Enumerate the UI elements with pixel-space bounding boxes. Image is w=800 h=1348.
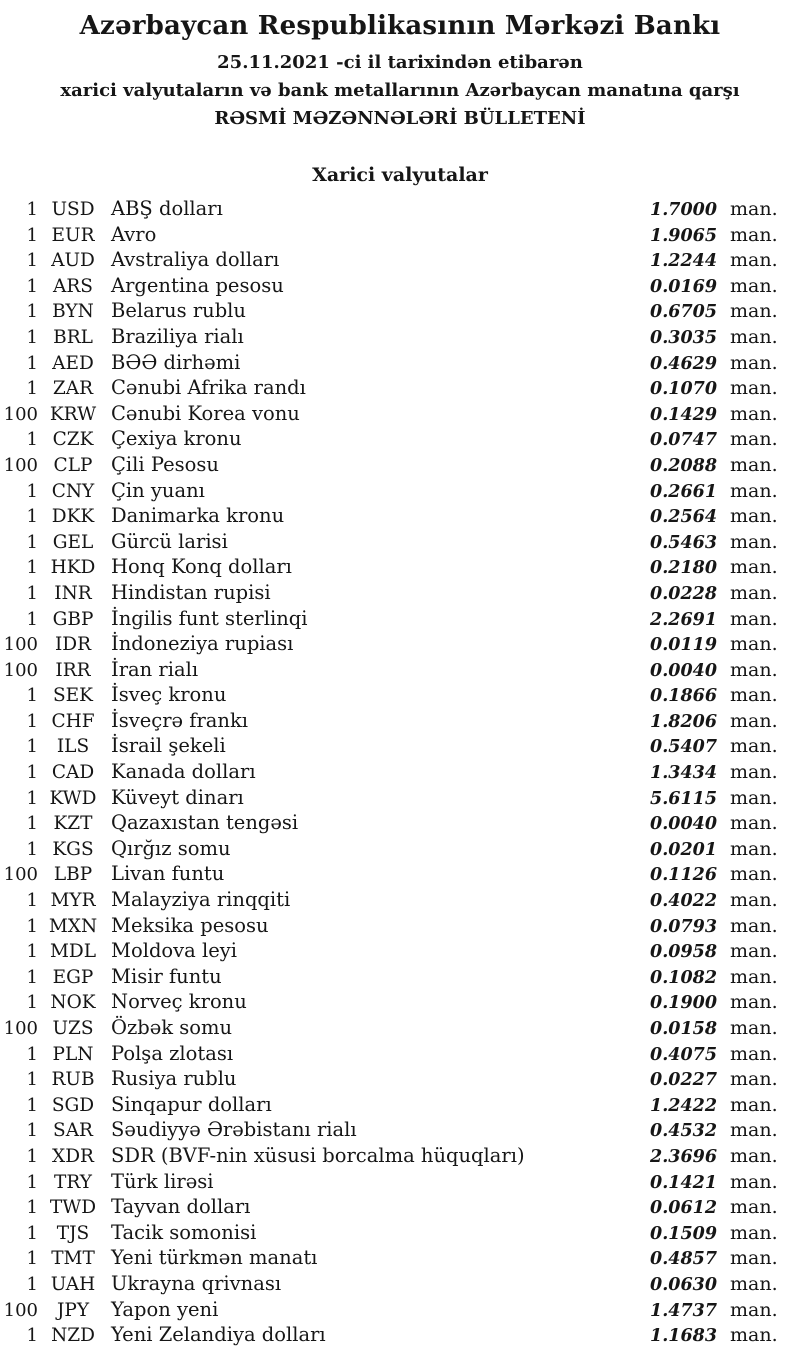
rate-value-cell: 0.4532 xyxy=(650,1121,717,1142)
unit-label-cell: man. xyxy=(730,940,778,963)
rate-value-cell: 0.0612 xyxy=(650,1198,717,1219)
quantity-cell: 1 xyxy=(26,224,38,246)
rate-value-cell: 0.1429 xyxy=(650,404,717,425)
currency-name-cell: Çili Pesosu xyxy=(111,452,219,476)
effective-date-line: 25.11.2021 -ci il tarixindən etibarən xyxy=(217,52,583,73)
quantity-cell: 1 xyxy=(26,301,38,323)
rate-value-cell: 0.4629 xyxy=(650,353,717,374)
currency-name-cell: Yapon yeni xyxy=(111,1297,219,1321)
quantity-cell: 1 xyxy=(26,1120,38,1142)
currency-name-cell: Gürcü larisi xyxy=(111,529,228,553)
currency-code-cell: CNY xyxy=(51,480,95,502)
currency-code-cell: CZK xyxy=(52,429,94,451)
quantity-cell: 1 xyxy=(26,378,38,400)
rate-row xyxy=(0,426,800,452)
rate-row xyxy=(0,989,800,1015)
quantity-cell: 1 xyxy=(26,1069,38,1091)
unit-label-cell: man. xyxy=(730,1144,778,1167)
quantity-cell: 1 xyxy=(26,199,38,220)
currency-code-cell: GEL xyxy=(52,531,94,553)
rate-value-cell: 0.0630 xyxy=(650,1274,717,1295)
rate-row xyxy=(0,1271,800,1297)
rate-value-cell: 5.6115 xyxy=(650,788,717,809)
rate-value-cell: 0.4022 xyxy=(650,891,717,912)
currency-name-cell: Cənubi Afrika randı xyxy=(111,376,306,400)
unit-label-cell: man. xyxy=(730,1170,778,1193)
rate-value-cell: 1.3434 xyxy=(650,763,717,784)
quantity-cell: 100 xyxy=(3,659,38,681)
rate-row xyxy=(0,554,800,580)
unit-label-cell: man. xyxy=(730,1247,778,1270)
currency-name-cell: Çin yuanı xyxy=(111,478,205,502)
unit-label-cell: man. xyxy=(730,607,778,630)
currency-code-cell: BRL xyxy=(53,326,93,348)
unit-label-cell: man. xyxy=(730,812,778,835)
rate-value-cell: 0.4857 xyxy=(650,1249,717,1270)
currency-name-cell: Malayziya rinqqiti xyxy=(111,888,291,912)
rate-row xyxy=(0,861,800,887)
currency-code-cell: EUR xyxy=(51,224,95,246)
quantity-cell: 1 xyxy=(26,1248,38,1270)
currency-name-cell: Ukrayna qrivnası xyxy=(111,1271,282,1295)
rate-value-cell: 0.2661 xyxy=(650,481,717,502)
currency-code-cell: IRR xyxy=(55,659,91,681)
currency-code-cell: LBP xyxy=(53,864,93,886)
currency-code-cell: KGS xyxy=(52,838,94,860)
currency-code-cell: JPY xyxy=(56,1299,90,1321)
currency-code-cell: CLP xyxy=(53,454,93,476)
rate-row xyxy=(0,1092,800,1118)
rate-row xyxy=(0,964,800,990)
unit-label-cell: man. xyxy=(730,965,778,988)
rate-value-cell: 1.9065 xyxy=(650,225,717,246)
rate-value-cell: 2.3696 xyxy=(650,1146,717,1167)
rate-row xyxy=(0,657,800,683)
rate-row xyxy=(0,324,800,350)
quantity-cell: 1 xyxy=(26,838,38,860)
unit-label-cell: man. xyxy=(730,300,778,323)
rate-row xyxy=(0,1194,800,1220)
quantity-cell: 1 xyxy=(26,685,38,707)
exchange-rates-table xyxy=(0,196,800,1348)
currency-name-cell: Tacik somonisi xyxy=(111,1220,257,1244)
currency-name-cell: İsveçrə frankı xyxy=(111,708,249,732)
rate-value-cell: 0.2564 xyxy=(650,507,717,528)
currency-code-cell: TWD xyxy=(49,1197,97,1219)
quantity-cell: 100 xyxy=(3,864,38,886)
rate-value-cell: 0.0040 xyxy=(650,814,717,835)
rate-row xyxy=(0,503,800,529)
currency-name-cell: Səudiyyə Ərəbistanı rialı xyxy=(111,1118,357,1142)
rate-row xyxy=(0,913,800,939)
currency-name-cell: ABŞ dolları xyxy=(111,197,223,220)
rate-row xyxy=(0,247,800,273)
rate-row xyxy=(0,1015,800,1041)
rate-value-cell: 0.0201 xyxy=(650,839,717,860)
currency-code-cell: TMT xyxy=(51,1248,95,1270)
quantity-cell: 1 xyxy=(26,608,38,630)
rate-row xyxy=(0,196,800,222)
rate-row xyxy=(0,222,800,248)
rate-value-cell: 0.1070 xyxy=(650,379,717,400)
rate-row xyxy=(0,810,800,836)
currency-name-cell: Hindistan rupisi xyxy=(111,580,271,604)
rate-row xyxy=(0,836,800,862)
rate-row xyxy=(0,1297,800,1323)
unit-label-cell: man. xyxy=(730,428,778,451)
unit-label-cell: man. xyxy=(730,837,778,860)
rate-row xyxy=(0,606,800,632)
currency-code-cell: NZD xyxy=(51,1325,95,1347)
currency-name-cell: Polşa zlotası xyxy=(111,1041,234,1065)
rate-row xyxy=(0,1220,800,1246)
currency-code-cell: UAH xyxy=(50,1273,96,1295)
unit-label-cell: man. xyxy=(730,1093,778,1116)
rate-value-cell: 1.7000 xyxy=(650,200,717,220)
unit-label-cell: man. xyxy=(730,786,778,809)
currency-code-cell: SGD xyxy=(51,1094,95,1116)
rate-row xyxy=(0,1066,800,1092)
rate-row xyxy=(0,1143,800,1169)
bank-title: Azərbaycan Respublikasının Mərkəzi Bankı xyxy=(79,11,721,41)
rate-value-cell: 1.2244 xyxy=(650,251,717,272)
currency-name-cell: İran rialı xyxy=(111,657,199,681)
rate-value-cell: 0.1421 xyxy=(650,1172,717,1193)
rate-value-cell: 0.0119 xyxy=(650,635,717,656)
rate-value-cell: 1.1683 xyxy=(650,1326,717,1347)
quantity-cell: 1 xyxy=(26,736,38,758)
unit-label-cell: man. xyxy=(730,479,778,502)
currency-name-cell: İsrail şekeli xyxy=(111,734,226,758)
rate-value-cell: 0.0169 xyxy=(650,276,717,297)
rate-value-cell: 0.0227 xyxy=(650,1070,717,1091)
rate-value-cell: 0.5407 xyxy=(650,737,717,758)
quantity-cell: 100 xyxy=(3,1299,38,1321)
rate-value-cell: 0.3035 xyxy=(650,327,717,348)
rate-value-cell: 0.2180 xyxy=(650,558,717,579)
rate-value-cell: 0.0793 xyxy=(650,916,717,937)
quantity-cell: 1 xyxy=(26,250,38,272)
unit-label-cell: man. xyxy=(730,377,778,400)
quantity-cell: 1 xyxy=(26,813,38,835)
currency-name-cell: Moldova leyi xyxy=(111,939,238,963)
quantity-cell: 1 xyxy=(26,506,38,528)
rate-row xyxy=(0,529,800,555)
unit-label-cell: man. xyxy=(730,530,778,553)
rate-row xyxy=(0,375,800,401)
unit-label-cell: man. xyxy=(730,1324,778,1347)
rate-value-cell: 2.2691 xyxy=(650,609,717,630)
currency-code-cell: CHF xyxy=(51,710,95,732)
unit-label-cell: man. xyxy=(730,1119,778,1142)
currency-name-cell: Danimarka kronu xyxy=(111,504,285,528)
rate-value-cell: 0.0040 xyxy=(650,660,717,681)
currency-name-cell: Livan funtu xyxy=(111,862,225,886)
currency-code-cell: HKD xyxy=(50,557,96,579)
unit-label-cell: man. xyxy=(730,658,778,681)
unit-label-cell: man. xyxy=(730,1196,778,1219)
unit-label-cell: man. xyxy=(730,274,778,297)
unit-label-cell: man. xyxy=(730,351,778,374)
currency-name-cell: Avro xyxy=(111,222,157,246)
currency-name-cell: Belarus rublu xyxy=(111,299,246,323)
quantity-cell: 1 xyxy=(26,275,38,297)
currency-name-cell: BƏƏ dirhəmi xyxy=(111,350,241,374)
currency-code-cell: ZAR xyxy=(52,378,94,400)
currency-name-cell: Norveç kronu xyxy=(111,990,247,1014)
unit-label-cell: man. xyxy=(730,1042,778,1065)
currency-name-cell: Çexiya kronu xyxy=(111,427,242,451)
unit-label-cell: man. xyxy=(730,556,778,579)
currency-name-cell: Küveyt dinarı xyxy=(111,785,244,809)
rate-row xyxy=(0,759,800,785)
currency-code-cell: AUD xyxy=(51,250,95,272)
currency-code-cell: KZT xyxy=(53,813,93,835)
rate-value-cell: 0.1082 xyxy=(650,967,717,988)
quantity-cell: 1 xyxy=(26,966,38,988)
rate-row xyxy=(0,1322,800,1348)
rate-value-cell: 1.4737 xyxy=(650,1300,717,1321)
unit-label-cell: man. xyxy=(730,1221,778,1244)
rate-value-cell: 1.2422 xyxy=(650,1095,717,1116)
quantity-cell: 1 xyxy=(26,710,38,732)
quantity-cell: 100 xyxy=(3,1018,38,1039)
rate-value-cell: 0.0228 xyxy=(650,583,717,604)
rate-row xyxy=(0,273,800,299)
currency-code-cell: UZS xyxy=(52,1018,94,1039)
unit-label-cell: man. xyxy=(730,223,778,246)
quantity-cell: 1 xyxy=(26,992,38,1014)
quantity-cell: 1 xyxy=(26,890,38,912)
currency-code-cell: MDL xyxy=(49,941,97,963)
currency-code-cell: PLN xyxy=(52,1043,94,1065)
rate-row xyxy=(0,708,800,734)
currency-code-cell: XDR xyxy=(52,1145,94,1167)
quantity-cell: 1 xyxy=(26,915,38,937)
currency-code-cell: IDR xyxy=(54,634,92,656)
currency-name-cell: İndoneziya rupiası xyxy=(111,632,294,656)
unit-label-cell: man. xyxy=(730,1068,778,1091)
rate-row xyxy=(0,733,800,759)
rate-row xyxy=(0,452,800,478)
currency-name-cell: Yeni türkmən manatı xyxy=(111,1246,318,1270)
rate-row xyxy=(0,1041,800,1067)
unit-label-cell: man. xyxy=(730,402,778,425)
currency-name-cell: Qırğız somu xyxy=(111,836,231,860)
currency-code-cell: ILS xyxy=(56,736,90,758)
quantity-cell: 1 xyxy=(26,429,38,451)
quantity-cell: 1 xyxy=(26,326,38,348)
currency-name-cell: SDR (BVF-nin xüsusi borcalma hüquqları) xyxy=(111,1143,525,1167)
rate-row xyxy=(0,478,800,504)
quantity-cell: 1 xyxy=(26,1273,38,1295)
currency-name-cell: Sinqapur dolları xyxy=(111,1092,272,1116)
quantity-cell: 1 xyxy=(26,1197,38,1219)
currency-code-cell: USD xyxy=(51,199,95,220)
rate-row xyxy=(0,580,800,606)
unit-label-cell: man. xyxy=(730,684,778,707)
rate-row xyxy=(0,1169,800,1195)
currency-name-cell: Honq Konq dolları xyxy=(111,555,292,579)
rate-row xyxy=(0,887,800,913)
currency-code-cell: MYR xyxy=(50,890,96,912)
unit-label-cell: man. xyxy=(730,633,778,656)
rate-row xyxy=(0,1117,800,1143)
currency-name-cell: Yeni Zelandiya dolları xyxy=(111,1323,326,1347)
rate-value-cell: 0.1126 xyxy=(650,865,717,886)
quantity-cell: 1 xyxy=(26,352,38,374)
currency-code-cell: CAD xyxy=(51,762,95,784)
unit-label-cell: man. xyxy=(730,1298,778,1321)
rate-value-cell: 1.8206 xyxy=(650,711,717,732)
currency-name-cell: Özbək somu xyxy=(111,1016,233,1039)
currency-code-cell: MXN xyxy=(48,915,98,937)
unit-label-cell: man. xyxy=(730,735,778,758)
currency-code-cell: KRW xyxy=(49,403,97,425)
quantity-cell: 1 xyxy=(26,1171,38,1193)
quantity-cell: 1 xyxy=(26,557,38,579)
rate-row xyxy=(0,938,800,964)
unit-label-cell: man. xyxy=(730,581,778,604)
unit-label-cell: man. xyxy=(730,1272,778,1295)
unit-label-cell: man. xyxy=(730,889,778,912)
rate-value-cell: 0.1509 xyxy=(650,1223,717,1244)
rate-row xyxy=(0,631,800,657)
unit-label-cell: man. xyxy=(730,198,778,220)
rate-value-cell: 0.6705 xyxy=(650,302,717,323)
quantity-cell: 1 xyxy=(26,480,38,502)
quantity-cell: 100 xyxy=(3,634,38,656)
currency-code-cell: SEK xyxy=(53,685,93,707)
currency-code-cell: EGP xyxy=(52,966,94,988)
currency-name-cell: Tayvan dolları xyxy=(111,1195,251,1219)
unit-label-cell: man. xyxy=(730,505,778,528)
currency-name-cell: Cənubi Korea vonu xyxy=(111,401,300,425)
currency-name-cell: Argentina pesosu xyxy=(111,273,284,297)
quantity-cell: 1 xyxy=(26,1222,38,1244)
currency-name-cell: İsveç kronu xyxy=(111,683,227,707)
currency-code-cell: ARS xyxy=(53,275,93,297)
quantity-cell: 1 xyxy=(26,1325,38,1347)
unit-label-cell: man. xyxy=(730,863,778,886)
rate-row xyxy=(0,401,800,427)
rate-row xyxy=(0,1245,800,1271)
currency-code-cell: NOK xyxy=(50,992,96,1014)
quantity-cell: 1 xyxy=(26,531,38,553)
rate-value-cell: 0.0958 xyxy=(650,942,717,963)
quantity-cell: 1 xyxy=(26,582,38,604)
currency-code-cell: BYN xyxy=(52,301,94,323)
unit-label-cell: man. xyxy=(730,325,778,348)
currency-name-cell: Rusiya rublu xyxy=(111,1067,237,1091)
section-title-foreign-currencies: Xarici valyutalar xyxy=(312,164,488,186)
currency-name-cell: Avstraliya dolları xyxy=(111,248,280,272)
rate-value-cell: 0.5463 xyxy=(650,532,717,553)
rate-value-cell: 0.0158 xyxy=(650,1019,717,1039)
document-header xyxy=(0,0,800,133)
unit-label-cell: man. xyxy=(730,709,778,732)
currency-code-cell: DKK xyxy=(51,506,95,528)
quantity-cell: 100 xyxy=(3,454,38,476)
unit-label-cell: man. xyxy=(730,453,778,476)
quantity-cell: 1 xyxy=(26,1145,38,1167)
quantity-cell: 1 xyxy=(26,941,38,963)
rate-value-cell: 0.4075 xyxy=(650,1044,717,1065)
currency-name-cell: Kanada dolları xyxy=(111,760,256,784)
rate-row xyxy=(0,682,800,708)
rate-row xyxy=(0,785,800,811)
rate-row xyxy=(0,298,800,324)
currency-name-cell: Qazaxıstan tengəsi xyxy=(111,811,299,835)
subject-line: xarici valyutaların və bank metallarının Azərbaycan manatına qarşı xyxy=(60,80,740,101)
currency-code-cell: RUB xyxy=(51,1069,95,1091)
unit-label-cell: man. xyxy=(730,1017,778,1039)
quantity-cell: 1 xyxy=(26,1094,38,1116)
rate-value-cell: 0.1900 xyxy=(650,993,717,1014)
quantity-cell: 1 xyxy=(26,787,38,809)
currency-code-cell: INR xyxy=(54,582,92,604)
currency-name-cell: Meksika pesosu xyxy=(111,913,269,937)
currency-name-cell: Türk lirəsi xyxy=(111,1169,214,1193)
currency-code-cell: GBP xyxy=(52,608,94,630)
quantity-cell: 1 xyxy=(26,762,38,784)
currency-code-cell: AED xyxy=(52,352,94,374)
rate-value-cell: 0.2088 xyxy=(650,455,717,476)
rate-value-cell: 0.1866 xyxy=(650,686,717,707)
rate-value-cell: 0.0747 xyxy=(650,430,717,451)
rate-row xyxy=(0,350,800,376)
currency-name-cell: Braziliya rialı xyxy=(111,324,244,348)
unit-label-cell: man. xyxy=(730,991,778,1014)
quantity-cell: 100 xyxy=(3,403,38,425)
currency-code-cell: TJS xyxy=(56,1222,90,1244)
bulletin-title-line: RƏSMİ MƏZƏNNƏLƏRİ BÜLLETENİ xyxy=(214,108,586,129)
unit-label-cell: man. xyxy=(730,761,778,784)
currency-code-cell: KWD xyxy=(49,787,97,809)
unit-label-cell: man. xyxy=(730,914,778,937)
currency-name-cell: İngilis funt sterlinqi xyxy=(111,606,308,630)
quantity-cell: 1 xyxy=(26,1043,38,1065)
currency-name-cell: Misir funtu xyxy=(111,964,222,988)
currency-code-cell: TRY xyxy=(54,1171,92,1193)
unit-label-cell: man. xyxy=(730,249,778,272)
currency-code-cell: SAR xyxy=(53,1120,93,1142)
